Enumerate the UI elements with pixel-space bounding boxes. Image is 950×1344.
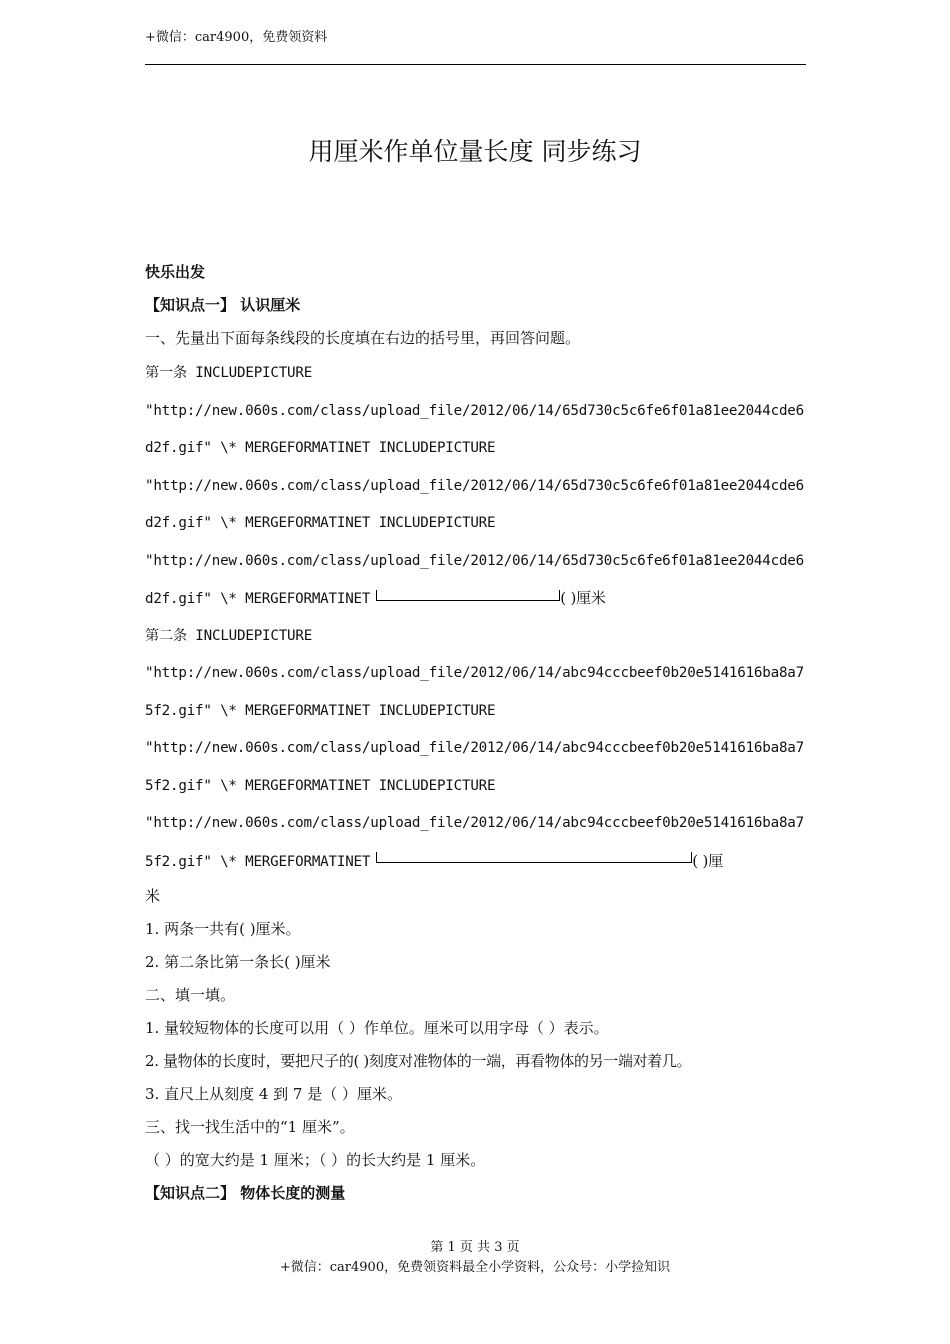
segment-2-text: "http://new.060s.com/class/upload_file/2012/06/14/abc94cccbeef0b20e5141616ba8a7 <box>145 815 804 831</box>
segment-1-text: "http://new.060s.com/class/upload_file/2012/06/14/65d730c5c6fe6f01a81ee2044cde6 <box>145 552 804 569</box>
segment-1-text: d2f.gif" \* MERGEFORMATINET <box>145 591 371 607</box>
segment-1-text: "http://new.060s.com/class/upload_file/2012/06/14/65d730c5c6fe6f01a81ee2044cde6 <box>145 477 804 494</box>
line-segment-2 <box>376 852 692 863</box>
segment-1-text: d2f.gif" \* MERGEFORMATINET INCLUDEPICTURE <box>145 440 496 456</box>
segment-1-text: 第一条 INCLUDEPICTURE <box>145 365 313 381</box>
page-number: 第 1 页 共 3 页 <box>430 1240 520 1255</box>
segment-1-answer-blank: ( )厘米 <box>560 589 606 607</box>
segment-2-text: 第二条 INCLUDEPICTURE <box>145 627 313 644</box>
document-body <box>145 256 806 1210</box>
page-header: +微信：car4900，免费领资料 <box>145 30 328 45</box>
segment-2-text: 5f2.gif" \* MERGEFORMATINET INCLUDEPICTURE <box>145 702 496 719</box>
segment-2-wrap: 米 <box>145 887 161 905</box>
footer-text: +微信：car4900，免费领资料最全小学资料，公众号：小学捡知识 <box>279 1260 671 1275</box>
question-1-sub-2: 2. 第二条比第一条长( )厘米 <box>145 953 331 971</box>
page-title: 用厘米作单位量长度 同步练习 <box>308 137 642 166</box>
segment-1-text: "http://new.060s.com/class/upload_file/2012/06/14/65d730c5c6fe6f01a81ee2044cde6 <box>145 402 804 419</box>
segment-2-text: "http://new.060s.com/class/upload_file/2012/06/14/abc94cccbeef0b20e5141616ba8a7 <box>145 665 804 681</box>
segment-2-answer-blank: ( )厘 <box>692 851 723 870</box>
question-1-sub-1: 1. 两条一共有( )厘米。 <box>145 920 301 938</box>
knowledge-point-2: 【知识点二】 物体长度的测量 <box>145 1184 346 1202</box>
segment-2-last-line <box>145 843 806 881</box>
segment-2-text: "http://new.060s.com/class/upload_file/2012/06/14/abc94cccbeef0b20e5141616ba8a7 <box>145 740 804 756</box>
question-1-intro: 一、先量出下面每条线段的长度填在右边的括号里，再回答问题。 <box>145 329 581 347</box>
section-heading: 快乐出发 <box>145 263 206 281</box>
segment-1-last-line <box>145 580 806 618</box>
line-segment-1 <box>376 590 560 601</box>
segment-1-text: d2f.gif" \* MERGEFORMATINET INCLUDEPICTURE <box>145 515 496 531</box>
knowledge-point-1: 【知识点一】 认识厘米 <box>145 296 301 314</box>
question-2-intro: 二、填一填。 <box>145 986 236 1004</box>
header-divider <box>145 64 806 65</box>
question-3-sub-1: （ ）的宽大约是 1 厘米；（ ）的长大约是 1 厘米。 <box>145 1151 486 1169</box>
question-2-sub-3: 3. 直尺上从刻度 4 到 7 是（ ）厘米。 <box>145 1085 403 1103</box>
segment-2-text: 5f2.gif" \* MERGEFORMATINET <box>145 853 371 870</box>
question-2-sub-1: 1. 量较短物体的长度可以用（ ）作单位。厘米可以用字母（ ）表示。 <box>145 1019 609 1037</box>
question-2-sub-2: 2. 量物体的长度时，要把尺子的( )刻度对准物体的一端，再看物体的另一端对着几。 <box>145 1052 692 1070</box>
question-3-intro: 三、找一找生活中的“1 厘米”。 <box>145 1118 355 1136</box>
segment-2-text: 5f2.gif" \* MERGEFORMATINET INCLUDEPICTURE <box>145 777 496 794</box>
